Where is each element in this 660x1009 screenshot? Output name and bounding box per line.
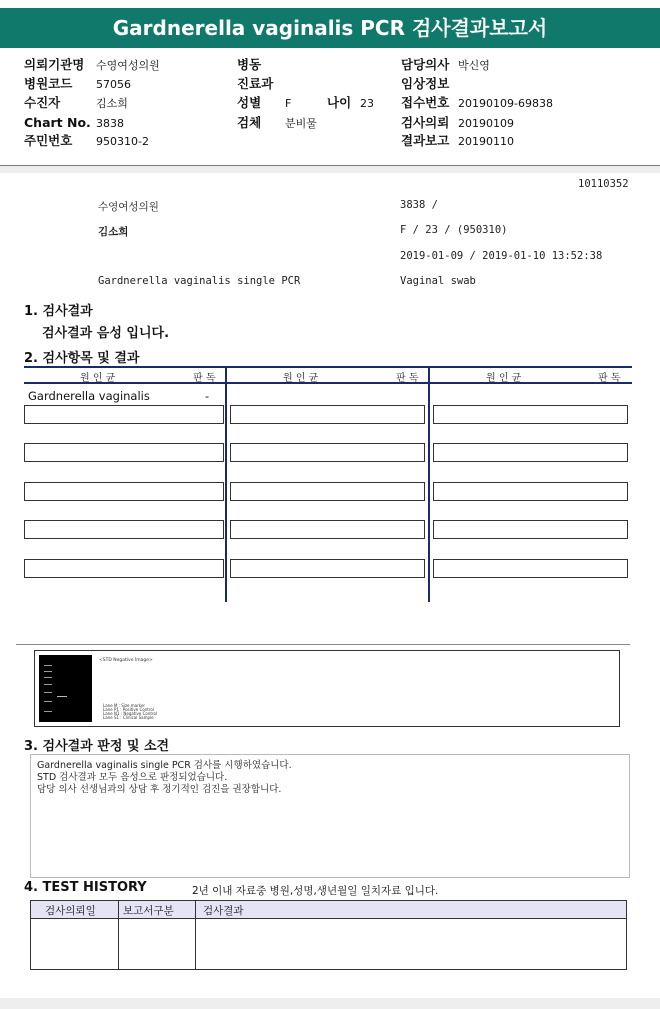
patient-info-block (0, 55, 660, 165)
detail-test-name: Gardnerella vaginalis single PCR (98, 275, 301, 287)
section4-heading: 4. TEST HISTORY (24, 880, 147, 895)
result-box (230, 482, 425, 501)
result-box (24, 482, 224, 501)
report-number: 10110352 (578, 178, 629, 190)
info-value-patient: 김소희 (96, 97, 128, 110)
info-label-age: 나이 (327, 95, 352, 110)
info-value-chart-no: 3838 (96, 117, 124, 130)
detail-specimen: Vaginal swab (400, 275, 476, 287)
detail-clinic: 수영여성의원 (98, 201, 159, 213)
section1-heading: 1. 검사결과 (24, 304, 93, 319)
history-col-divider (195, 901, 196, 969)
detail-dates: 2019-01-09 / 2019-01-10 13:52:38 (400, 250, 603, 262)
gel-band (44, 665, 52, 666)
section1-result: 검사결과 음성 입니다. (42, 326, 170, 341)
info-value-hospital-code: 57056 (96, 78, 131, 91)
history-col-result: 검사결과 (203, 905, 244, 917)
info-value-receipt-no: 20190109-69838 (458, 97, 553, 110)
info-value-sex: F (285, 97, 292, 110)
gel-caption: <STD Negative Image> (99, 658, 153, 663)
info-label-specimen: 검체 (237, 115, 262, 130)
result-box (433, 405, 628, 424)
result-box (24, 405, 224, 424)
gel-band (57, 696, 67, 697)
history-header-row (31, 901, 626, 919)
result-box (24, 520, 224, 539)
history-col-request-date: 검사의뢰일 (45, 905, 96, 917)
info-value-report-date: 20190110 (458, 135, 514, 148)
info-value-specimen: 분비물 (285, 117, 317, 130)
history-note: 2년 이내 자료중 병원,성명,생년월일 일치자료 입니다. (192, 885, 439, 897)
info-label-request-date: 검사의뢰 (401, 115, 450, 130)
col-header-judge-1: 판 독 (193, 373, 216, 384)
result-pathogen-name: Gardnerella vaginalis (28, 389, 150, 403)
gel-band (44, 701, 52, 702)
result-box (433, 559, 628, 578)
gel-band (44, 711, 52, 712)
result-box (24, 559, 224, 578)
info-label-clinic: 의뢰기관명 (24, 57, 85, 72)
section2-heading: 2. 검사항목 및 결과 (24, 351, 140, 366)
gel-band (44, 677, 52, 678)
info-value-request-date: 20190109 (458, 117, 514, 130)
result-box (230, 559, 425, 578)
section3-heading: 3. 검사결과 판정 및 소견 (24, 739, 170, 754)
col-header-judge-3: 판 독 (598, 373, 621, 384)
gel-band (44, 671, 52, 672)
info-label-hospital-code: 병원코드 (24, 76, 73, 91)
result-box (230, 405, 425, 424)
info-label-department: 진료과 (237, 76, 274, 91)
results-table-divider-1 (225, 366, 227, 602)
result-box (230, 443, 425, 462)
result-judgement: - (205, 389, 210, 403)
header-shadow (0, 166, 660, 173)
gel-electrophoresis-image (39, 655, 92, 722)
result-box (24, 443, 224, 462)
info-label-doctor: 담당의사 (401, 57, 450, 72)
info-label-receipt-no: 접수번호 (401, 95, 450, 110)
info-label-report-date: 결과보고 (401, 133, 450, 148)
gel-lane-label: Lane P1 : Positive Control (103, 707, 154, 712)
info-label-clinical-info: 임상정보 (401, 76, 450, 91)
info-value-clinic: 수영여성의원 (96, 59, 160, 72)
opinion-box (30, 754, 630, 878)
col-header-pathogen-2: 원 인 균 (283, 373, 319, 384)
info-label-sex: 성별 (237, 95, 262, 110)
gel-lane-label: Lane M : Size marker (103, 703, 146, 708)
info-value-age: 23 (360, 97, 374, 110)
info-label-patient: 수진자 (24, 95, 61, 110)
result-box (433, 482, 628, 501)
history-col-report-type: 보고서구분 (123, 905, 174, 917)
test-history-table (30, 900, 627, 970)
detail-sex-age: F / 23 / (950310) (400, 224, 508, 236)
history-col-divider (118, 901, 119, 969)
gel-image-frame (34, 650, 620, 727)
col-header-judge-2: 판 독 (396, 373, 419, 384)
info-label-chart-no: Chart No. (24, 115, 91, 130)
opinion-line: 담당 의사 선생님과의 상담 후 정기적인 검진을 권장합니다. (37, 784, 282, 795)
result-box (433, 443, 628, 462)
opinion-line: Gardnerella vaginalis single PCR 검사를 시행하였습니다. (37, 760, 292, 771)
report-title: Gardnerella vaginalis PCR 검사결과보고서 (0, 8, 660, 48)
results-table-top-border (24, 366, 632, 368)
col-header-pathogen-1: 원 인 균 (80, 373, 116, 384)
detail-chart: 3838 / (400, 199, 438, 211)
result-box (433, 520, 628, 539)
info-label-resident-no: 주민번호 (24, 133, 73, 148)
detail-patient: 김소희 (98, 226, 129, 238)
opinion-line: STD 검사결과 모두 음성으로 판정되었습니다. (37, 772, 228, 783)
info-value-doctor: 박신영 (458, 59, 490, 72)
results-table-divider-2 (428, 366, 430, 602)
gel-lane-label: Lane S1 : Clinical Sample (103, 715, 154, 720)
result-box (230, 520, 425, 539)
col-header-pathogen-3: 원 인 균 (486, 373, 522, 384)
info-label-ward: 병동 (237, 57, 262, 72)
section-divider (16, 644, 630, 645)
gel-lane-label: Lane N1 : Negative Control (103, 711, 158, 716)
page-footer (0, 998, 660, 1009)
gel-band (44, 684, 52, 685)
gel-band (44, 692, 52, 693)
info-value-resident-no: 950310-2 (96, 135, 149, 148)
